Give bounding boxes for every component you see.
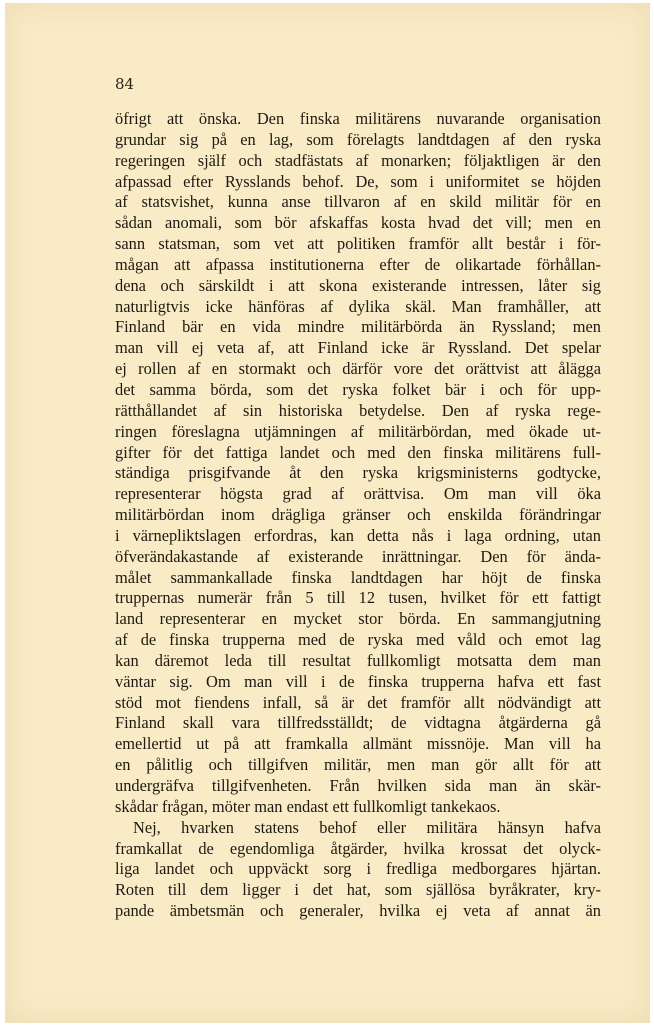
text-line: gifter för det fattiga landet och med den finska militärens full- — [115, 442, 601, 462]
text-line: truppernas numerär från 5 till 12 tusen, hvilket för ett fattigt — [115, 588, 601, 608]
text-line: land representerar en mycket stor börda. En sammangjutning — [115, 609, 601, 629]
text-line: sådan anomali, som bör afskaffas kosta hvad det vill; men en — [115, 213, 601, 233]
text-line: mågan att afpassa institutionerna efter de olikartade förhållan- — [115, 254, 601, 274]
text-line: man vill ej veta af, att Finland icke är Ryssland. Det spelar — [115, 338, 601, 358]
paragraph-start-line: Nej, hvarken statens behof eller militära hänsyn hafva — [133, 817, 601, 837]
text-line: öfverändakastande af existerande inrättningar. Den för ända- — [115, 546, 601, 566]
text-line: naturligtvis icke hänföras af dylika skäl. Man framhåller, att — [115, 296, 601, 316]
text-line: representerar högsta grad af orättvisa. Om man vill öka — [115, 484, 601, 504]
book-page — [5, 3, 650, 1023]
text-line: stöd mot fiendens infall, så är det framför allt nödvändigt att — [115, 692, 601, 712]
text-line: i värnepliktslagen erfordras, kan detta nås i laga ordning, utan — [115, 525, 601, 545]
text-line: Finland bär en vida mindre militärbörda än Ryssland; men — [115, 317, 601, 337]
text-line: af de finska trupperna med de ryska med våld och emot lag — [115, 630, 601, 650]
text-line: ständiga prisgifvande åt den ryska krigsministerns godtycke, — [115, 463, 601, 483]
text-line: militärbördan inom drägliga gränser och enskilda förändringar — [115, 505, 601, 525]
text-line: målet sammankallade finska landtdagen har höjt de finska — [115, 567, 601, 587]
text-line: ringen föreslagna utjämningen af militärbördan, med ökade ut- — [115, 421, 601, 441]
text-line: sann statsman, som vet att politiken framför allt består i för- — [115, 234, 601, 254]
text-line: afpassad efter Rysslands behof. De, som i uniformitet se höjden — [115, 171, 601, 191]
paragraph-end-line: skådar frågan, möter man endast ett fullkomligt tankekaos. — [115, 796, 501, 816]
text-line: rätthållandet af sin historiska betydelse. Den af ryska rege- — [115, 400, 601, 420]
text-line: dena och särskildt i att skona existerande intressen, låter sig — [115, 275, 601, 295]
text-line: Finland skall vara tillfredsställdt; de vidtagna åtgärderna gå — [115, 713, 601, 733]
text-line: regeringen själf och stadfästats af monarken; följaktligen är den — [115, 150, 601, 170]
text-line: emellertid ut på att framkalla allmänt missnöje. Man vill ha — [115, 734, 601, 754]
text-line: pande ämbetsmän och generaler, hvilka ej veta af annat än — [115, 901, 601, 921]
text-line: ej rollen af en stormakt och därför vore det orättvist att ålägga — [115, 359, 601, 379]
text-line: undergräfva tillgifvenheten. Från hvilken sida man än skär- — [115, 776, 601, 795]
text-line: framkallat de egendomliga åtgärder, hvilka krossat det olyck- — [115, 838, 601, 858]
text-line: öfrigt att önska. Den finska militärens nuvarande organisation — [115, 109, 601, 128]
text-line: det samma börda, som det ryska folket bär i och för upp- — [115, 379, 601, 399]
text-line: kan däremot leda till resultat fullkomligt motsatta dem man — [115, 650, 601, 670]
text-line: Roten till dem ligger i det hat, som själlösa byråkrater, kry- — [115, 880, 601, 900]
text-line: liga landet och uppväckt sorg i fredliga medborgares hjärtan. — [115, 859, 601, 879]
text-line: väntar sig. Om man vill i de finska trupperna hafva ett fast — [115, 671, 601, 691]
body-text — [115, 109, 601, 922]
text-line: en pålitlig och tillgifven militär, men man gör allt för att — [115, 755, 601, 775]
text-line: grundar sig på en lag, som förelagts landtdagen af den ryska — [115, 129, 601, 149]
text-line: af statsvishet, kunna anse tillvaron af en skild militär för en — [115, 192, 601, 212]
page-number: 84 — [115, 75, 135, 93]
